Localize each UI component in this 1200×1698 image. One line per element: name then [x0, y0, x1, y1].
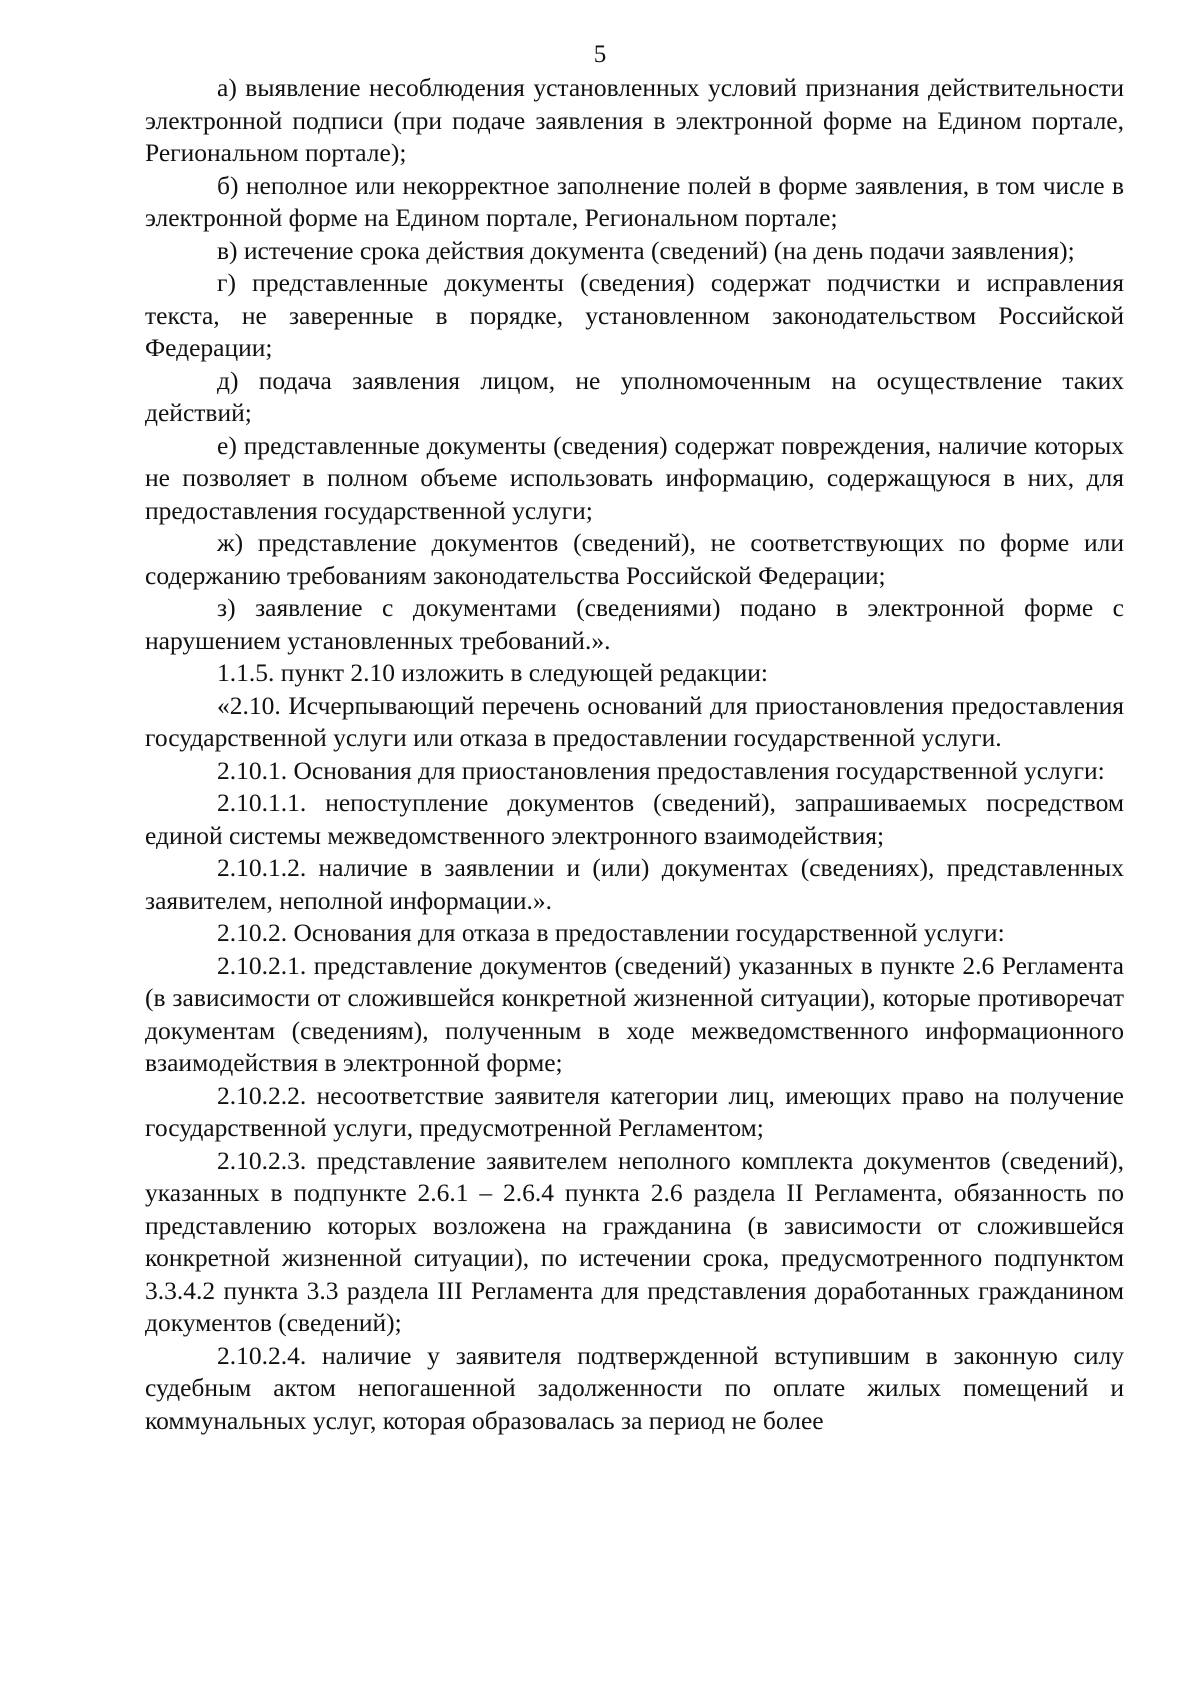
paragraph-2-10-1: 2.10.1. Основания для приостановления предоставления государственной услуги: [217, 755, 1105, 785]
page-number: 5 [593, 41, 607, 68]
paragraph-2-10-2-2: 2.10.2.2. несоответствие заявителя категории лиц, имеющих право на получение государственной услуги, предусмотренной Регламентом; [145, 1080, 1124, 1142]
document-body [145, 72, 1124, 1437]
paragraph-2-10-2-1: 2.10.2.1. представление документов (сведений) указанных в пункте 2.6 Регламента (в зависимости от сложившейся конкретной жизненной ситуации), которые противоречат документам (сведениям), полученным в ходе межведомственного информационного взаимодействия в электронной форме; [145, 950, 1124, 1077]
paragraph-zh: ж) представление документов (сведений), не соответствующих по форме или содержанию требованиям законодательства Российской Федерации; [145, 528, 1124, 590]
paragraph-d: д) подача заявления лицом, не уполномоченным на осуществление таких действий; [145, 365, 1124, 427]
paragraph-2-10-1-1: 2.10.1.1. непоступление документов (сведений), запрашиваемых посредством единой системы межведомственного электронного взаимодействия; [145, 788, 1124, 850]
paragraph-z: з) заявление с документами (сведениями) подано в электронной форме с нарушением установленных требований.». [145, 593, 1124, 655]
paragraph-e: е) представленные документы (сведения) содержат повреждения, наличие которых не позволяет в полном объеме использовать информацию, содержащуюся в них, для предоставления государственной услуги; [145, 430, 1124, 525]
paragraph-2-10-2-4: 2.10.2.4. наличие у заявителя подтвержденной вступившим в законную силу судебным актом непогашенной задолженности по оплате жилых помещений и коммунальных услуг, которая образовалась за период не более [145, 1340, 1124, 1435]
paragraph-2-10-2-3: 2.10.2.3. представление заявителем неполного комплекта документов (сведений), указанных в подпункте 2.6.1 – 2.6.4 пункта 2.6 раздела II Регламента, обязанность по представлению которых возложена на гражданина (в зависимости от сложившейся конкретной жизненной ситуации), по истечении срока, предусмотренного подпунктом 3.3.4.2 пункта 3.3 раздела III Регламента для представления доработанных гражданином документов (сведений); [145, 1145, 1124, 1337]
paragraph-b: б) неполное или некорректное заполнение полей в форме заявления, в том числе в электронной форме на Едином портале, Региональном портале; [145, 170, 1124, 232]
paragraph-v: в) истечение срока действия документа (сведений) (на день подачи заявления); [217, 235, 1075, 265]
paragraph-g: г) представленные документы (сведения) содержат подчистки и исправления текста, не заверенные в порядке, установленном законодательством Российской Федерации; [145, 268, 1124, 362]
paragraph-2-10-1-2: 2.10.1.2. наличие в заявлении и (или) документах (сведениях), представленных заявителем, неполной информации.». [145, 853, 1124, 915]
paragraph-a: а) выявление несоблюдения установленных условий признания действительности электронной подписи (при подаче заявления в электронной форме на Едином портале, Региональном портале); [145, 73, 1124, 167]
paragraph-1-1-5: 1.1.5. пункт 2.10 изложить в следующей редакции: [217, 658, 768, 687]
paragraph-2-10: «2.10. Исчерпывающий перечень оснований для приостановления предоставления государственной услуги или отказа в предоставлении государственной услуги. [145, 690, 1124, 752]
paragraph-2-10-2: 2.10.2. Основания для отказа в предоставлении государственной услуги: [217, 918, 1005, 947]
